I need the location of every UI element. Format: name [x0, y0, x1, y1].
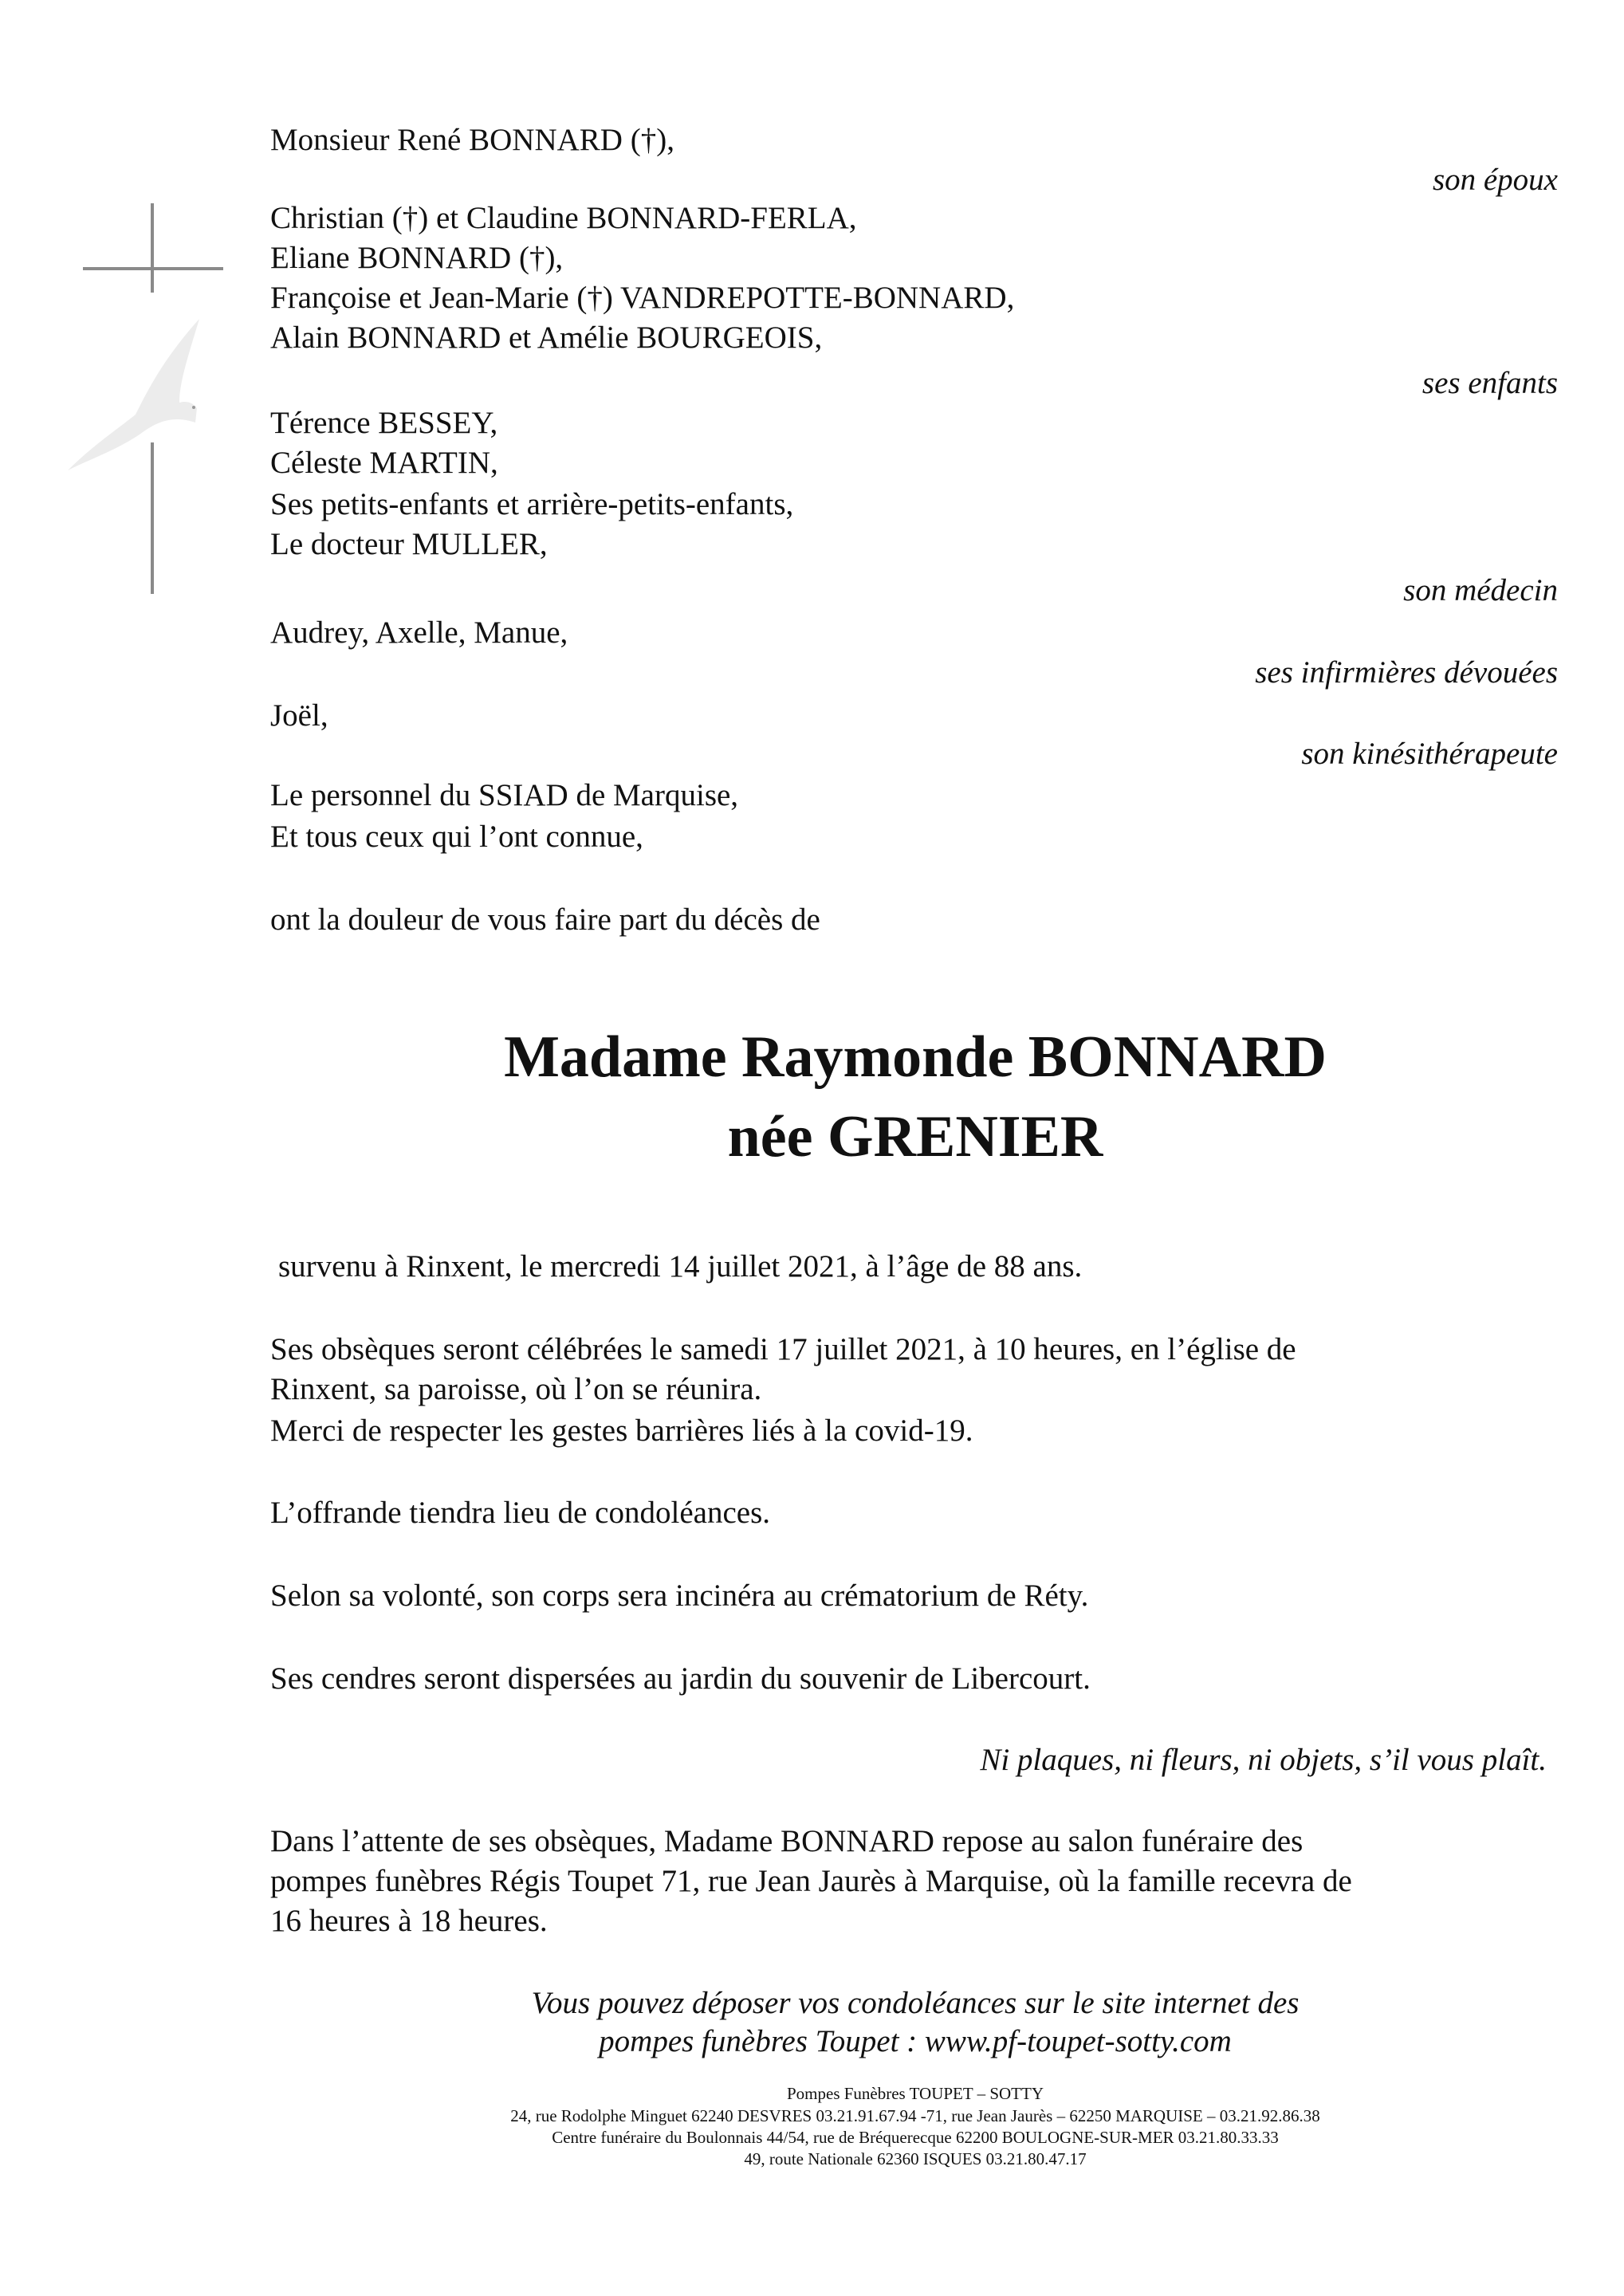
footer-address: Centre funéraire du Boulonnais 44/54, rue de Bréquerecque 62200 BOULOGNE-SUR-MER 03.21.80.33.33 [552, 2128, 1279, 2147]
family-line: Audrey, Axelle, Manue, [270, 615, 568, 650]
deceased-name: Madame Raymonde BONNARD [504, 1024, 1327, 1090]
family-line: Céleste MARTIN, [270, 446, 498, 480]
dove-icon [60, 303, 219, 486]
footer-company: Pompes Funèbres TOUPET – SOTTY [786, 2084, 1044, 2103]
no-flowers-note: Ni plaques, ni fleurs, ni objets, s’il vous plaît. [980, 1743, 1547, 1777]
family-line: Monsieur René BONNARD (†), [270, 123, 674, 157]
viewing-line: Dans l’attente de ses obsèques, Madame BONNARD repose au salon funéraire des [270, 1824, 1304, 1858]
covid-note: Merci de respecter les gestes barrières liés à la covid-19. [270, 1413, 973, 1448]
viewing-line: pompes funèbres Régis Toupet 71, rue Jean Jaurès à Marquise, où la famille recevra de [270, 1864, 1352, 1898]
death-notice: survenu à Rinxent, le mercredi 14 juillet 2021, à l’âge de 88 ans. [278, 1249, 1083, 1284]
cross-horizontal [83, 267, 223, 270]
family-line: Christian (†) et Claudine BONNARD-FERLA, [270, 201, 857, 235]
footer-address: 49, route Nationale 62360 ISQUES 03.21.80.47.17 [744, 2149, 1087, 2168]
funeral-line: Ses obsèques seront célébrées le samedi 17 juillet 2021, à 10 heures, en l’église de [270, 1332, 1296, 1366]
footer-address: 24, rue Rodolphe Minguet 62240 DESVRES 03.21.91.67.94 -71, rue Jean Jaurès – 62250 MARQUISE – 03.21.92.86.38 [510, 2106, 1320, 2125]
condolences-line: pompes funèbres Toupet : www.pf-toupet-sotty.com [599, 2024, 1232, 2058]
family-line: Joël, [270, 698, 328, 733]
relation-label: son kinésithérapeute [1301, 737, 1558, 771]
funeral-line: Rinxent, sa paroisse, où l’on se réunira. [270, 1372, 762, 1406]
family-line: Eliane BONNARD (†), [270, 241, 564, 275]
family-line: Alain BONNARD et Amélie BOURGEOIS, [270, 320, 823, 355]
relation-label: son époux [1432, 163, 1558, 197]
cross-vertical-top [151, 203, 154, 293]
relation-label: ses infirmières dévouées [1255, 655, 1558, 690]
relation-label: ses enfants [1421, 366, 1558, 400]
family-line: Le personnel du SSIAD de Marquise, [270, 778, 739, 812]
family-line: Térence BESSEY, [270, 406, 498, 440]
viewing-line: 16 heures à 18 heures. [270, 1904, 548, 1938]
condolences-line: Vous pouvez déposer vos condoléances sur le site internet des [531, 1986, 1300, 2020]
ashes-note: Ses cendres seront dispersées au jardin du souvenir de Libercourt. [270, 1661, 1091, 1696]
family-line: Le docteur MULLER, [270, 527, 548, 561]
deceased-maiden-name: née GRENIER [727, 1104, 1103, 1170]
cremation-note: Selon sa volonté, son corps sera incinéra au crématorium de Réty. [270, 1578, 1089, 1613]
family-line: Françoise et Jean-Marie (†) VANDREPOTTE-BONNARD, [270, 281, 1015, 315]
family-line: Et tous ceux qui l’ont connue, [270, 820, 643, 854]
family-line: Ses petits-enfants et arrière-petits-enfants, [270, 487, 794, 521]
relation-label: son médecin [1403, 573, 1558, 607]
intro-text: ont la douleur de vous faire part du décès de [270, 902, 820, 937]
offering-note: L’offrande tiendra lieu de condoléances. [270, 1496, 770, 1530]
